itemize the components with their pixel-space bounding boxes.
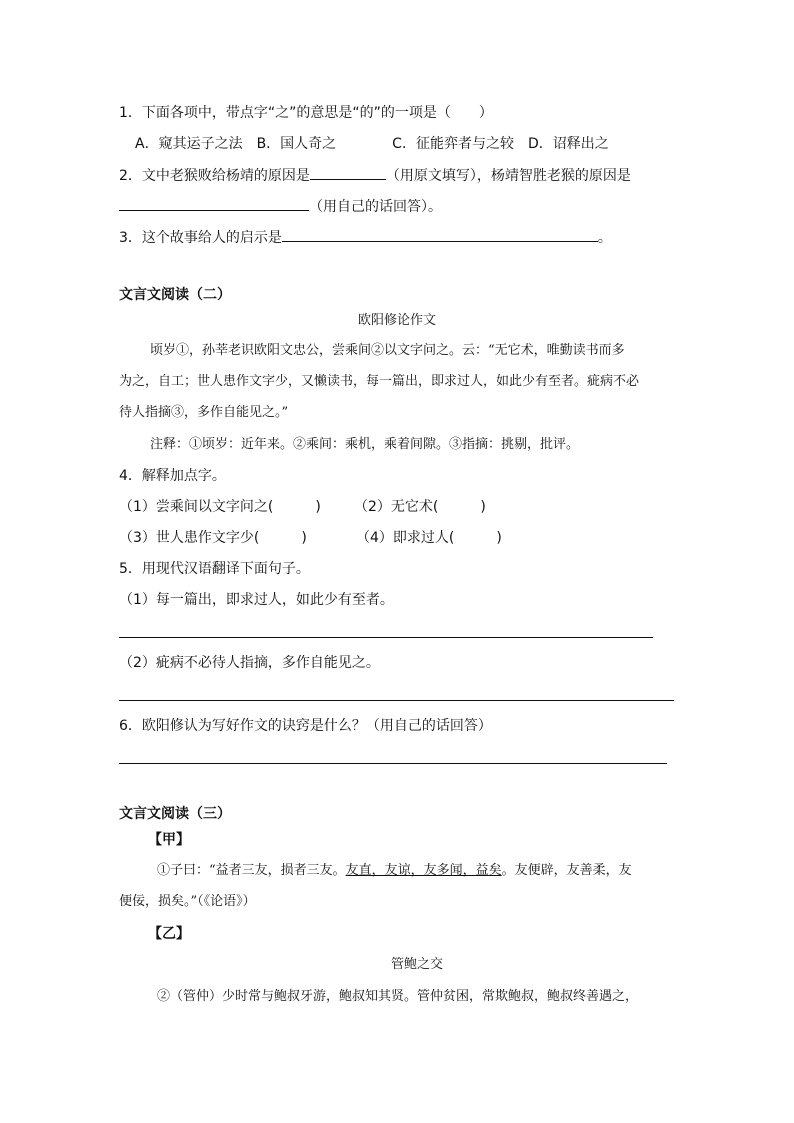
q3-text-b: 。 <box>597 230 612 246</box>
section2-title: 欧阳修论作文 <box>357 313 436 328</box>
q3-blank[interactable] <box>282 227 598 242</box>
q3-text-a: 3．这个故事给人的启示是 <box>119 230 282 246</box>
section3-para-1a: ①子曰：“益者三友，损者三友。 <box>157 863 346 878</box>
q4-stem: 4．解释加点字。 <box>119 468 226 484</box>
q5-answer-line-1[interactable] <box>119 637 653 638</box>
q2-text-c: （用自己的话回答）。 <box>309 199 442 215</box>
q2-text-b: （用原文填写），杨靖智胜老猴的原因是 <box>385 168 631 184</box>
section3-para-1 <box>157 861 794 881</box>
q2-text-a: 2．文中老猴败给杨靖的原因是 <box>119 168 310 184</box>
section3-para-2: 便佞，损矣。”（《论语》） <box>119 894 256 909</box>
q5-answer-line-2[interactable] <box>119 700 674 701</box>
q4-item-3: （3）世人患作文字少( ) <box>119 530 307 546</box>
q5-stem: 5．用现代汉语翻译下面句子。 <box>119 561 310 577</box>
section3-para-3: ②（管仲）少时常与鲍叔牙游，鲍叔知其贤。管仲贫困，常欺鲍叔，鲍叔终善遇之， <box>157 989 639 1004</box>
section3-label-jia: 【甲】 <box>148 832 190 848</box>
q4-item-4: （4）即求过人( ) <box>356 530 502 546</box>
section3-label-yi: 【乙】 <box>148 926 190 942</box>
section2-para-1: 顷岁①，孙莘老识欧阳文忠公，尝乘间②以文字问之。云：“无它术，唯勤读书而多 <box>150 343 625 358</box>
section3-title: 管鲍之交 <box>390 957 443 972</box>
q6-answer-line[interactable] <box>119 763 667 764</box>
section3-para-1-underlined: 友直，友谅，友多闻，益矣 <box>345 863 502 878</box>
section2-note: 注释：①顷岁：近年来。②乘间：乘机，乘着间隙。③指摘：挑剔，批评。 <box>150 437 580 452</box>
section3-heading: 文言文阅读（三） <box>119 806 231 822</box>
section2-para-3: 待人指摘③，多作自能见之。” <box>119 405 289 420</box>
q5-sentence-2: （2）疵病不必待人指摘，多作自能见之。 <box>119 655 380 671</box>
q2-line2 <box>119 196 794 217</box>
q2-blank-1[interactable] <box>310 165 386 180</box>
q4-item-1: （1）尝乘间以文字问之( ) <box>119 499 321 515</box>
q5-sentence-1: （1）每一篇出，即求过人，如此少有至者。 <box>119 592 394 608</box>
q1-stem: 1．下面各项中，带点字“之”的意思是“的”的一项是（ ） <box>119 105 493 121</box>
q3-line <box>119 227 794 248</box>
section2-heading: 文言文阅读（二） <box>119 287 231 303</box>
q4-item-2: （2）无它术( ) <box>354 499 486 515</box>
section3-para-1b: 。友便辟，友善柔，友 <box>501 863 632 878</box>
q1-options: A．窥其运子之法 B．国人奇之 C．征能弈者与之较 D．诏释出之 <box>135 136 609 152</box>
section2-para-2: 为之，自工；世人患作文字少，又懒读书，每一篇出，即求过人，如此少有至者。疵病不必 <box>119 374 640 389</box>
q2-line1 <box>119 165 794 186</box>
q6-stem: 6．欧阳修认为写好作文的诀窍是什么？（用自己的话回答） <box>119 718 492 734</box>
q2-blank-2[interactable] <box>119 196 309 211</box>
